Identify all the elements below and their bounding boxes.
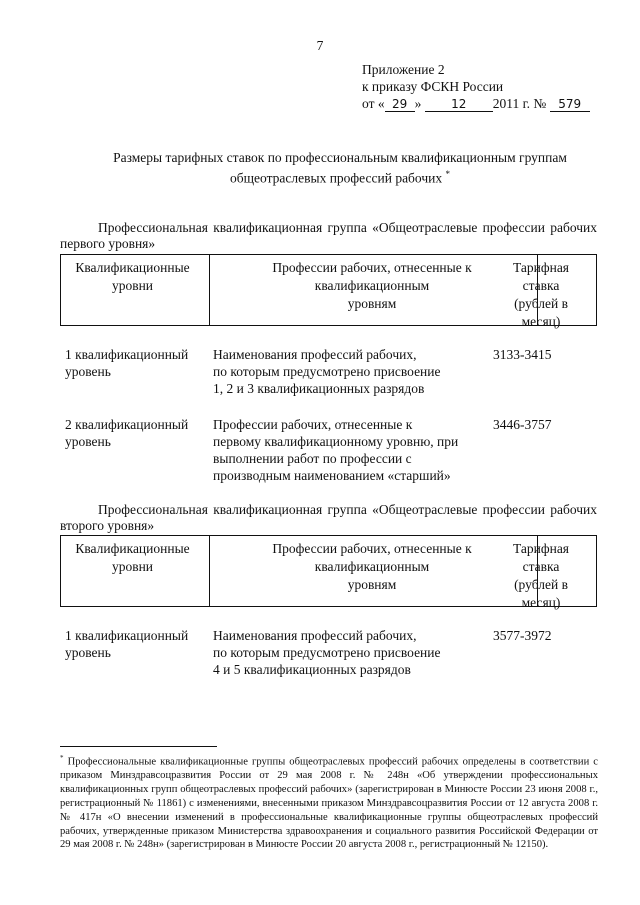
table-row-rate: 3133-3415 bbox=[493, 347, 552, 362]
date-day: 29 bbox=[385, 98, 415, 112]
title-footnote-marker: * bbox=[445, 169, 450, 179]
table-row-rate: 3577-3972 bbox=[493, 628, 552, 643]
group-heading-text: Профессиональная квалификационная группа «Общеотраслевые профессии рабочих первого уровня» bbox=[60, 220, 597, 251]
date-mid: » bbox=[414, 96, 422, 111]
date-prefix: от « bbox=[362, 96, 385, 111]
appendix-date-line bbox=[362, 96, 622, 113]
header-rate: Тарифная ставка (рублей в месяц) bbox=[512, 541, 570, 610]
appendix-order-ref: к приказу ФСКН России bbox=[362, 79, 504, 94]
appendix-block bbox=[362, 62, 622, 113]
appendix-title: Приложение 2 bbox=[362, 62, 445, 77]
header-levels: Квалификационные уровни bbox=[75, 541, 190, 574]
footnote-divider bbox=[60, 746, 217, 747]
table-row-level: 1 квалификационный уровень bbox=[65, 347, 189, 379]
footnote bbox=[60, 752, 598, 852]
table-row-professions: Наименования профессий рабочих, по которым предусмотрено присвоение 4 и 5 квалификационных разрядов bbox=[213, 628, 441, 677]
order-number: 579 bbox=[550, 98, 590, 112]
table-row-level: 1 квалификационный уровень bbox=[65, 628, 189, 660]
title-line-2: общеотраслевых профессий рабочих bbox=[230, 170, 443, 186]
date-month: 12 bbox=[425, 98, 493, 112]
footnote-marker: * bbox=[60, 754, 64, 762]
header-professions: Профессии рабочих, отнесенные к квалификационным уровням bbox=[272, 541, 472, 592]
group-heading bbox=[60, 502, 597, 534]
date-year-suffix: 2011 г. № bbox=[492, 96, 547, 111]
group-heading bbox=[60, 220, 597, 252]
header-professions: Профессии рабочих, отнесенные к квалификационным уровням bbox=[272, 260, 472, 311]
page-title bbox=[60, 150, 620, 187]
header-rate: Тарифная ставка (рублей в месяц) bbox=[512, 260, 570, 329]
title-line-1: Размеры тарифных ставок по профессиональным квалификационным группам bbox=[113, 150, 567, 165]
title-line-2-wrap bbox=[60, 166, 620, 187]
footnote-text: Профессиональные квалификационные группы общеотраслевых профессий рабочих определены в соответствии с приказом Минздравсоцразвития России от 29 мая 2008 г. № 248н «Об утверждении профессиональных квалификационных групп общеотраслевых профессий рабочих» (зарегистрирован в Минюсте России 23 июня 2008 г., регистрационный № 11861) с изменениями, внесенными приказом Минздравсоцразвития России от 12 августа 2008 г. № 417н «О внесении изменений в профессиональные квалификационные группы общеотраслевых профессий рабочих, утвержденные приказом Министерства здравоохранения и социального развития Российской Федерации от 29 мая 2008 г. № 248н» (зарегистрирован в Минюсте России 20 августа 2008 г., регистрационный № 12150). bbox=[60, 756, 598, 851]
page-number: 7 bbox=[316, 38, 324, 53]
table-row-level: 2 квалификационный уровень bbox=[65, 417, 189, 449]
group-heading-text: Профессиональная квалификационная группа «Общеотраслевые профессии рабочих второго уровня» bbox=[60, 502, 597, 533]
table-row-professions: Наименования профессий рабочих, по которым предусмотрено присвоение 1, 2 и 3 квалификационных разрядов bbox=[213, 347, 441, 396]
header-levels: Квалификационные уровни bbox=[75, 260, 190, 293]
table-header bbox=[60, 254, 597, 329]
table-header bbox=[60, 535, 597, 610]
table-row-rate: 3446-3757 bbox=[493, 417, 552, 432]
table-row-professions: Профессии рабочих, отнесенные к первому квалификационному уровню, при выполнении работ по профессии с производным наименованием «старший» bbox=[213, 417, 459, 483]
